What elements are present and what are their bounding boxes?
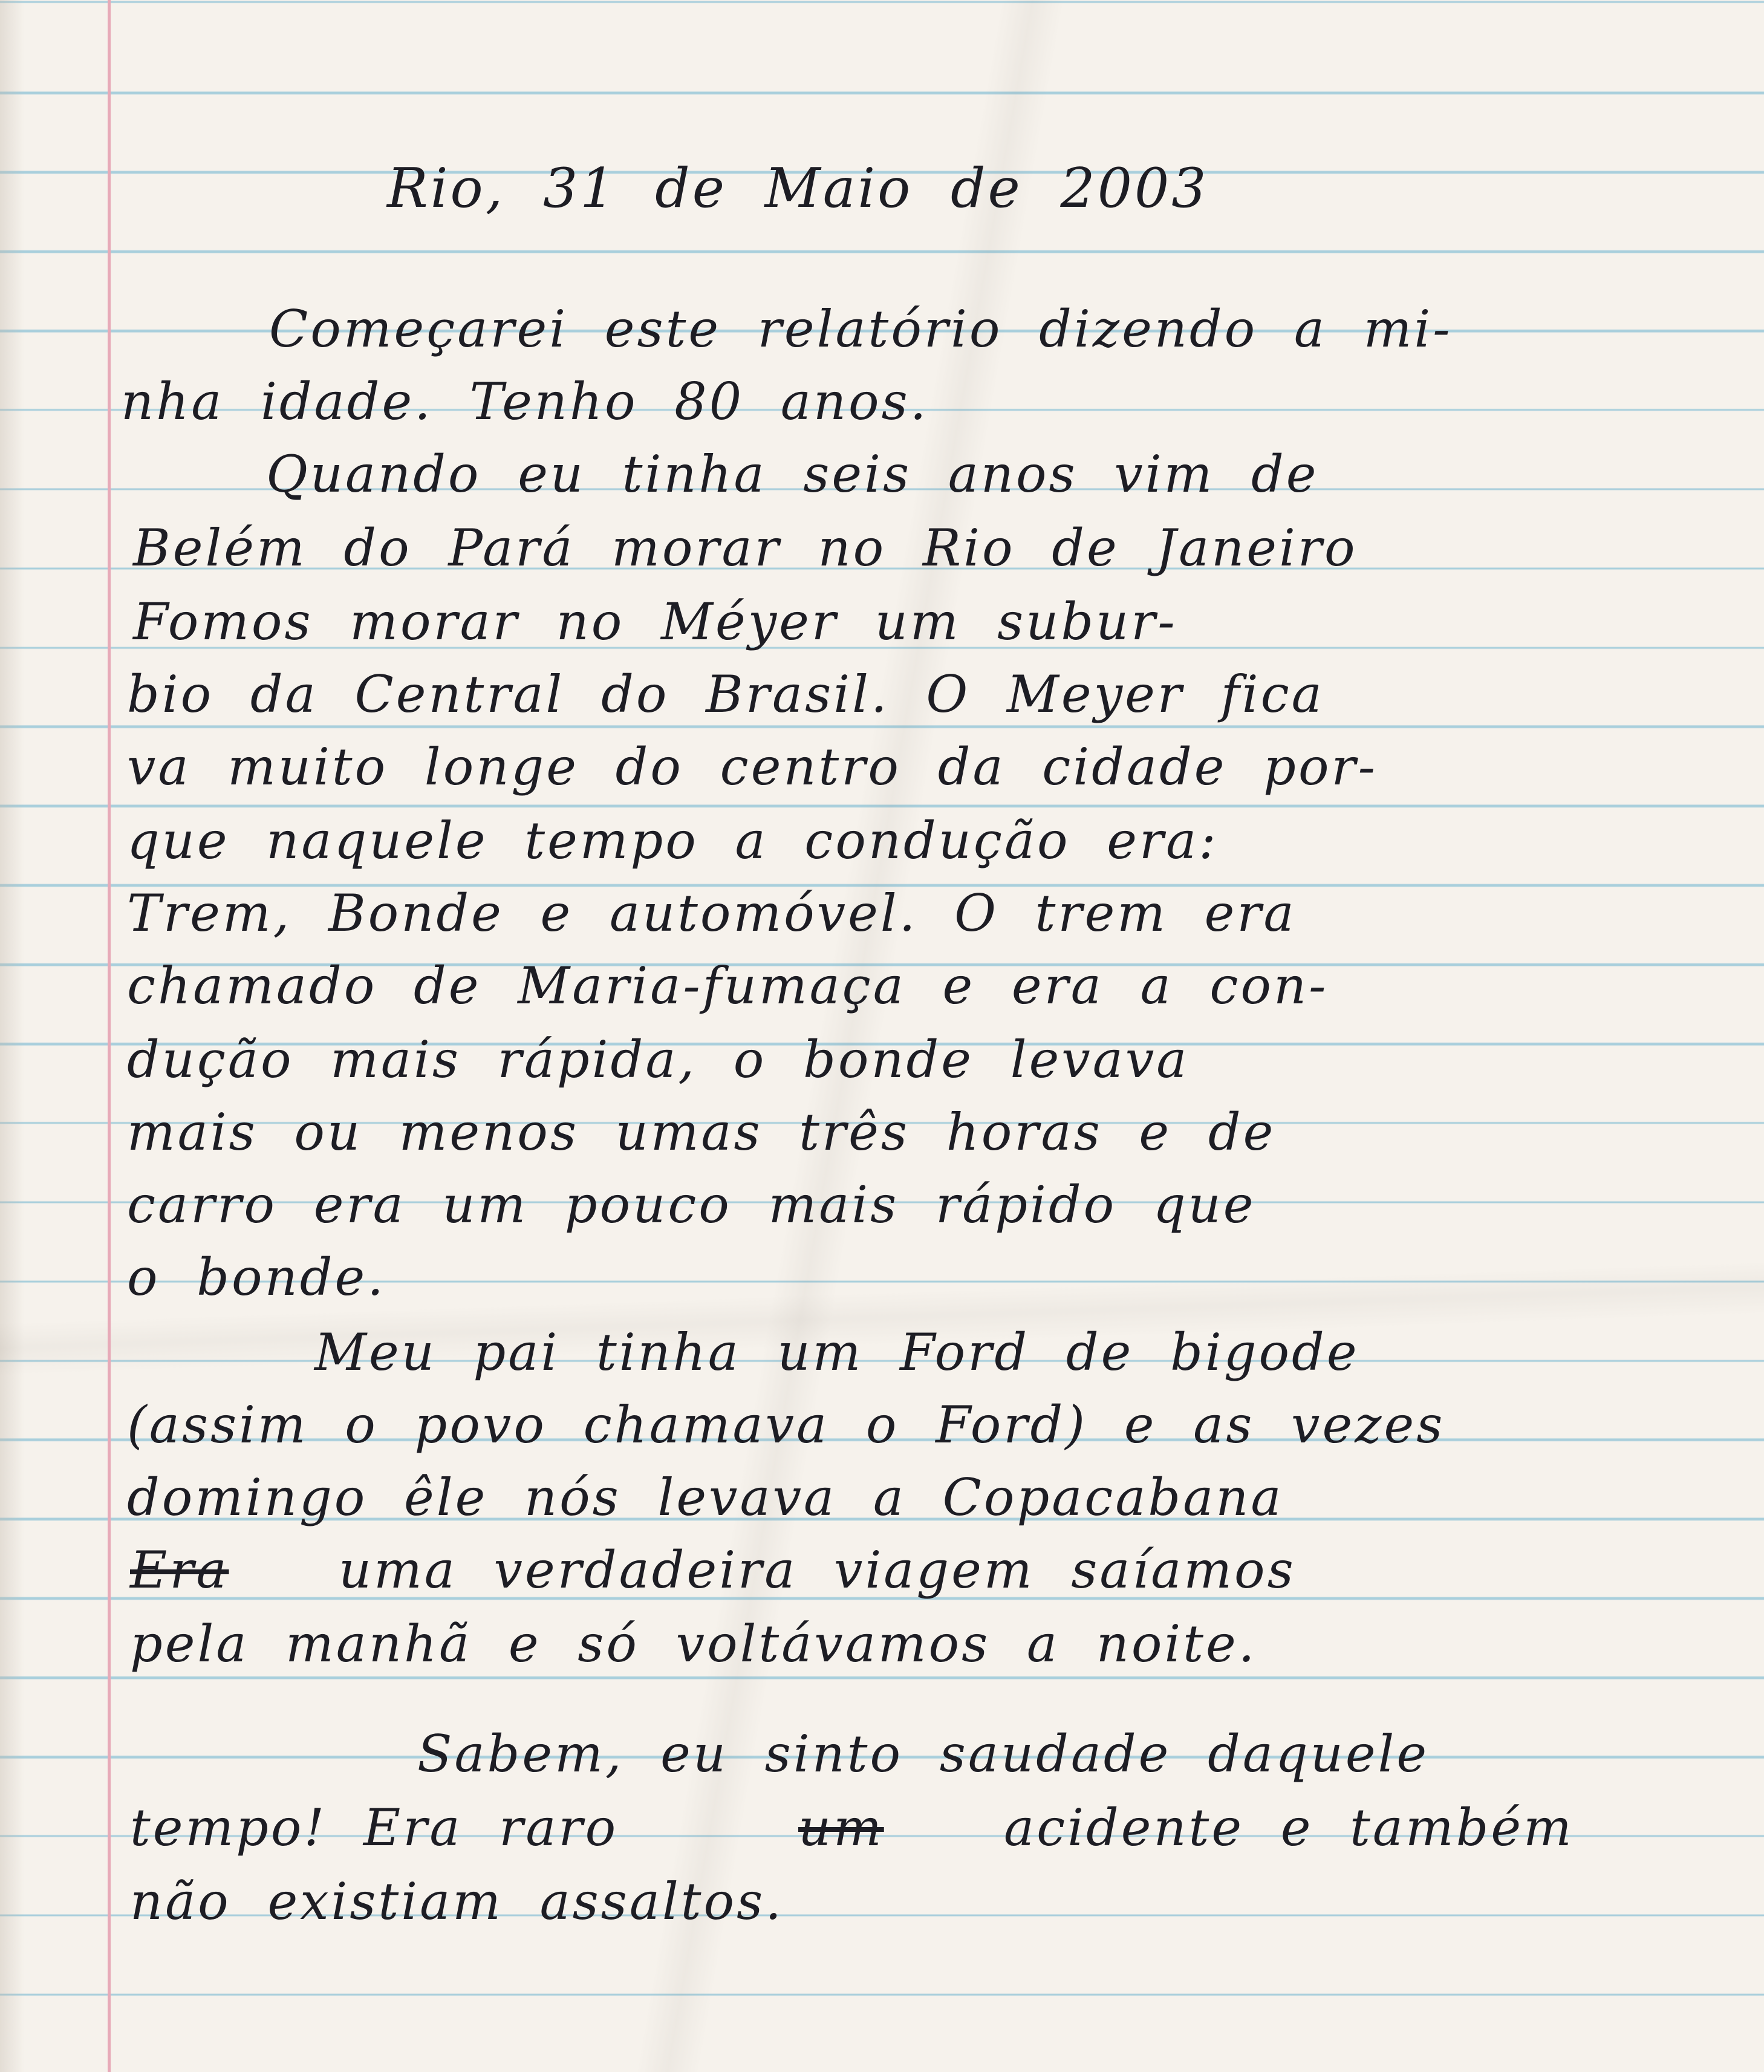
struck-word-era: Era [130,1540,229,1600]
letter-line-14: o bonde. [127,1248,386,1307]
letter-line-12: mais ou menos umas três horas e de [127,1103,1276,1162]
letter-line-15: Meu pai tinha um Ford de bigode [314,1323,1359,1382]
letter-line-21: tempo! Era raro [130,1798,619,1857]
letter-line-17: domingo êle nós levava a Copacabana [127,1468,1284,1527]
letter-line-9: Trem, Bonde e automóvel. O trem era [127,884,1297,943]
letter-line-5: Fomos morar no Méyer um subur- [133,592,1177,651]
letter-line-2: nha idade. Tenho 80 anos. [121,372,929,431]
letter-line-10: chamado de Maria-fumaça e era a con- [127,956,1329,1015]
letter-line-23: não existiam assaltos. [130,1872,784,1931]
letter-line-4: Belém do Pará morar no Rio de Janeiro [133,518,1358,578]
letter-line-20: Sabem, eu sinto saudade daquele [417,1724,1430,1784]
letter-line-1: Começarei este relatório dizendo a mi- [269,299,1453,359]
letter-line-3: Quando eu tinha seis anos vim de [266,445,1319,504]
letter-line-22: acidente e também [1004,1798,1574,1857]
struck-word-um: um [798,1798,884,1857]
letter-date: Rio, 31 de Maio de 2003 [387,157,1209,220]
letter-line-16: (assim o povo chamava o Ford) e as vezes [127,1395,1445,1455]
letter-line-8: que naquele tempo a condução era: [127,811,1219,870]
letter-line-19: pela manhã e só voltávamos a noite. [130,1614,1257,1673]
letter-line-18: uma verdadeira viagem saíamos [339,1540,1296,1600]
letter-line-11: dução mais rápida, o bonde levava [127,1030,1190,1089]
letter-line-6: bio da Central do Brasil. O Meyer fica [127,665,1324,724]
letter-line-13: carro era um pouco mais rápido que [127,1175,1256,1234]
letter-line-7: va muito longe do centro da cidade por- [127,737,1378,797]
